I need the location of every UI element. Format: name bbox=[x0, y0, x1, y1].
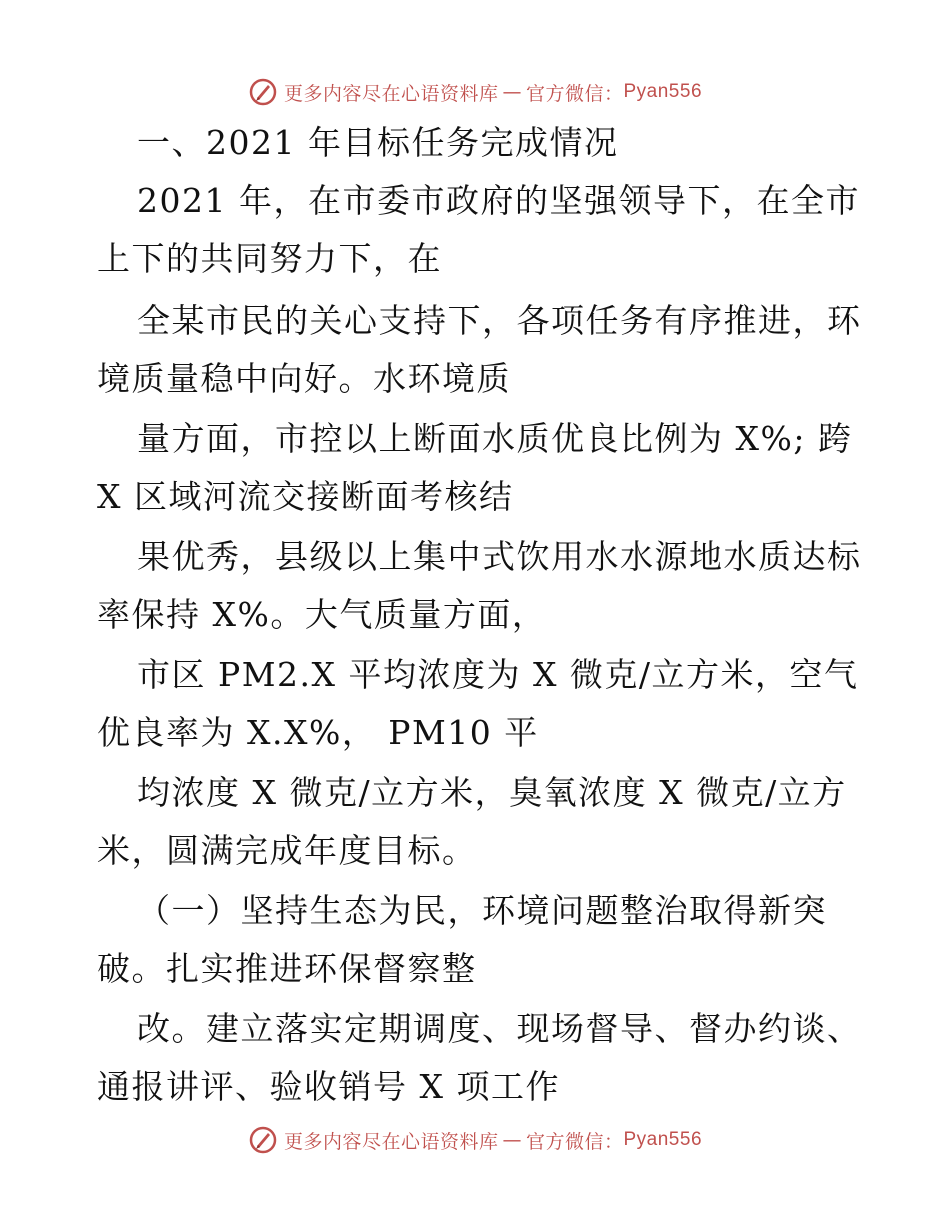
watermark-brand: 更多内容尽在心语资料库 bbox=[283, 82, 499, 105]
document-line: （一）坚持生态为民，环境问题整治取得新突 bbox=[137, 891, 827, 930]
watermark-wechat-id: Pyan556 bbox=[623, 81, 703, 102]
document-line: 量方面，市控以上断面水质优良比例为 X%; 跨 bbox=[137, 419, 853, 458]
document-line: X 区域河流交接断面考核结 bbox=[97, 477, 514, 516]
document-line: 境质量稳中向好。水环境质 bbox=[97, 359, 511, 398]
document-line: 上下的共同努力下，在 bbox=[97, 239, 442, 278]
document-line: 均浓度 X 微克/立方米，臭氧浓度 X 微克/立方 bbox=[137, 773, 847, 812]
watermark-brand: 更多内容尽在心语资料库 bbox=[283, 1130, 499, 1153]
watermark-tagline: 官方微信： bbox=[525, 82, 624, 105]
watermark-wechat-id: Pyan556 bbox=[623, 1129, 703, 1150]
document-line: 破。扎实推进环保督察整 bbox=[97, 949, 477, 988]
footer-watermark bbox=[0, 1120, 950, 1160]
document-line: 市区 PM2.X 平均浓度为 X 微克/立方米，空气 bbox=[137, 655, 859, 694]
document-line: 改。建立落实定期调度、现场督导、督办约谈、 bbox=[137, 1009, 862, 1048]
watermark-separator: — bbox=[502, 81, 522, 103]
document-line: 一、2021 年目标任务完成情况 bbox=[137, 123, 619, 162]
document-line: 米，圆满完成年度目标。 bbox=[97, 831, 477, 870]
document-line: 全某市民的关心支持下，各项任务有序推进，环 bbox=[137, 301, 862, 340]
document-line: 率保持 X%。大气质量方面， bbox=[97, 595, 547, 634]
quill-logo-icon bbox=[248, 1125, 278, 1155]
quill-logo-icon bbox=[248, 77, 278, 107]
document-line: 通报讲评、验收销号 X 项工作 bbox=[97, 1067, 560, 1106]
document-line: 优良率为 X.X%， PM10 平 bbox=[97, 713, 539, 752]
watermark-tagline: 官方微信： bbox=[525, 1130, 624, 1153]
document-line: 2021 年，在市委市政府的坚强领导下，在全市 bbox=[137, 181, 860, 220]
watermark-separator: — bbox=[502, 1129, 522, 1151]
document-line: 果优秀，县级以上集中式饮用水水源地水质达标 bbox=[137, 537, 862, 576]
header-watermark bbox=[0, 72, 950, 112]
